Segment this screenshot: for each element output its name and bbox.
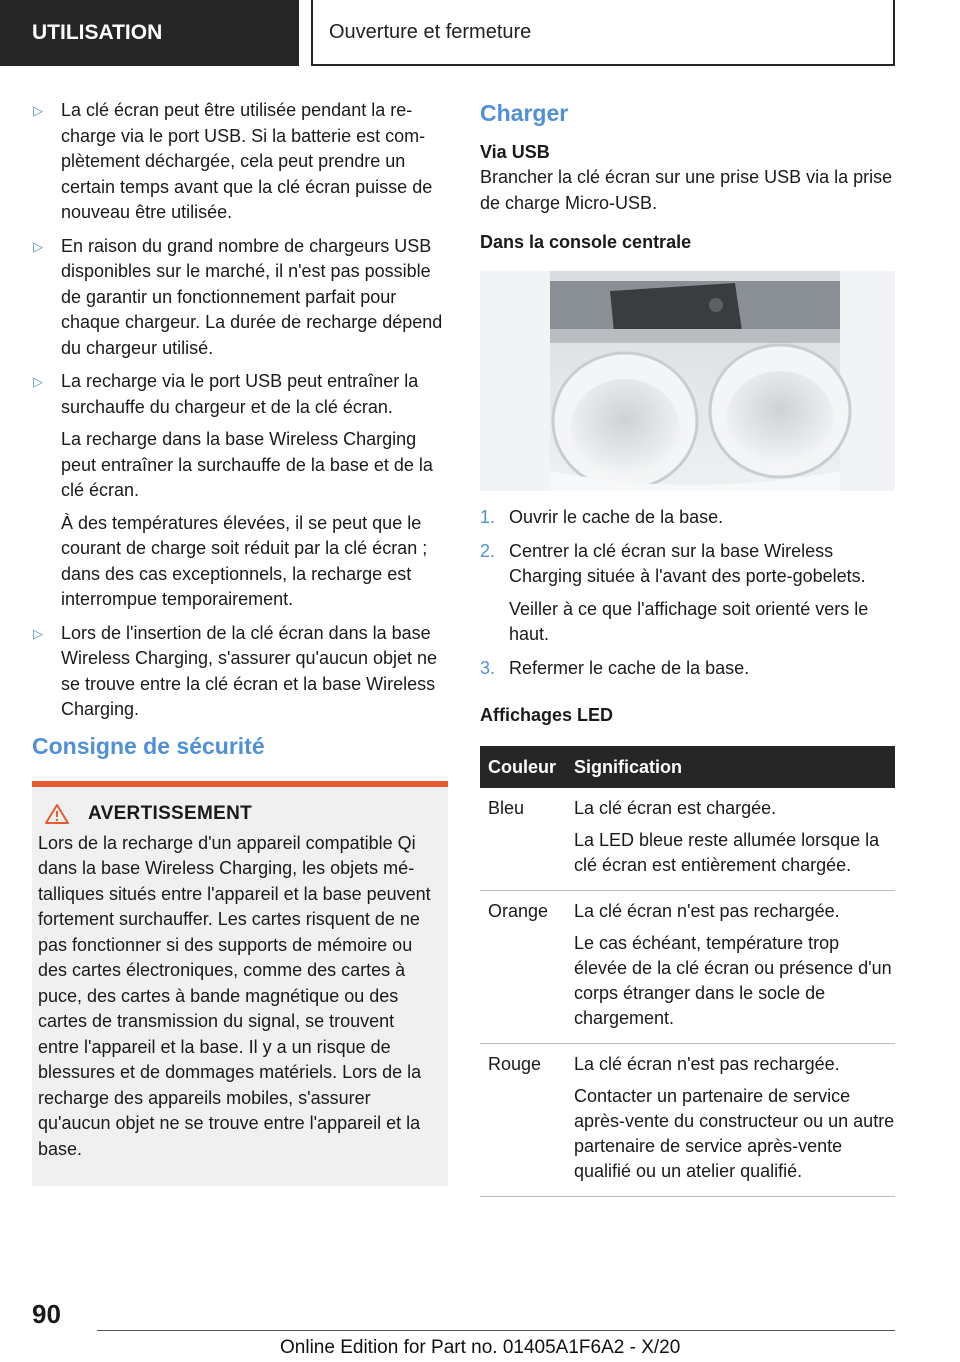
row-meaning-detail: La LED bleue reste allumée lorsque la clé écran est entièrement chargée.	[574, 830, 880, 875]
step-text: Ouvrir le cache de la base.	[509, 507, 724, 527]
list-item	[32, 369, 448, 613]
row-meaning-detail: Le cas échéant, température trop élevée de la clé écran ou présence d'un corps étranger dans le socle de chargement.	[574, 933, 892, 1028]
row-meaning-line: La clé écran n'est pas rechargée.	[574, 901, 840, 921]
step-number: 2.	[480, 540, 496, 561]
bullet-text: La recharge via le port USB peut entraîner la surchauffe du chargeur et de la clé écran.	[61, 371, 419, 417]
warning-title	[44, 803, 438, 825]
row-meaning-line: La clé écran est chargée.	[574, 798, 777, 818]
list-item	[32, 621, 448, 723]
table-header-meaning: Signification	[566, 746, 895, 788]
row-meaning	[566, 891, 895, 1044]
topic-title: Ouverture et fermeture	[311, 0, 895, 66]
row-meaning-line: La clé écran n'est pas rechargée.	[574, 1054, 840, 1074]
list-item	[32, 234, 448, 362]
step-text: Centrer la clé écran sur la base Wireless Charging située à l'avant des porte-gobelets.	[509, 540, 866, 586]
list-item	[480, 505, 895, 531]
console-heading: Dans la console centrale	[480, 232, 692, 252]
page-header	[0, 0, 960, 66]
list-item	[480, 539, 895, 648]
step-subtext: Veiller à ce que l'affichage soit orienté vers le haut.	[509, 598, 869, 644]
step-number: 3.	[480, 657, 496, 678]
led-table	[480, 746, 895, 1197]
warning-box	[32, 781, 448, 1187]
step-number: 1.	[480, 507, 496, 527]
triangle-bullet-icon: ▷	[33, 103, 43, 118]
charger-heading: Charger	[480, 100, 569, 126]
list-item	[32, 98, 448, 226]
bullet-text: Lors de l'insertion de la clé écran dans la base Wireless Charging, s'assurer qu'aucun objet ne se trouve entre la clé écran et la base Wireless Charging.	[61, 622, 438, 719]
edition-note: Online Edition for Part no. 01405A1F6A2 - X/20	[280, 1337, 681, 1358]
table-header-row	[480, 746, 895, 788]
bullet-text: En raison du grand nombre de chargeurs USB disponibles sur le marché, il n'est pas possible de garantir un fonctionnement parfait pour chaque chargeur. La durée de recharge dépend du chargeur utilisé.	[61, 235, 443, 358]
row-color: Rouge	[480, 1044, 566, 1197]
table-row	[480, 788, 895, 891]
bullet-subtext: La recharge dans la base Wireless Charging peut entraîner la surchauffe de la base et de la clé écran.	[61, 429, 433, 500]
usb-heading: Via USB	[480, 142, 550, 162]
left-column	[32, 98, 448, 1186]
bullet-text: La clé écran peut être utilisée pendant la recharge via le port USB. Si la batterie est complètement déchargée, cela peut prendre un certain temps avant que la clé écran puisse de nouveau être utilisée.	[61, 100, 433, 222]
table-header-color: Couleur	[480, 746, 566, 788]
usb-text: Brancher la clé écran sur une prise USB via la prise de charge Micro-USB.	[480, 167, 893, 213]
row-meaning	[566, 1044, 895, 1197]
right-column	[480, 98, 895, 1197]
warning-text: Lors de la recharge d'un appareil compatible Qi dans la base Wireless Charging, les objets métalliques situés entre l'appareil et la base peuvent fortement surchauffer. Les cartes risquent de ne pas fonctionner si des supports de mémoire ou des cartes électroniques, comme des cartes à puce, des cartes à bande magnétique ou des cartes de transmission du signal, se trouvent entre l'appareil et la base. Il y a un risque de blessures et de dommages matériels. Lors de la recharge des appareils mobiles, s'assurer qu'aucun objet ne se trouve entre l'appareil et la base.	[38, 832, 431, 1159]
list-item	[480, 656, 895, 682]
section-title: UTILISATION	[0, 0, 299, 66]
table-row	[480, 891, 895, 1044]
row-color: Orange	[480, 891, 566, 1044]
page-number: 90	[32, 1299, 61, 1329]
safety-heading: Consigne de sécurité	[32, 732, 265, 759]
triangle-bullet-icon: ▷	[33, 374, 43, 389]
row-color: Bleu	[480, 788, 566, 891]
footer-divider	[97, 1330, 895, 1331]
row-meaning	[566, 788, 895, 891]
bullet-subtext: À des températures élevées, il se peut que le courant de charge soit réduit par la clé écran ; dans des cas exceptionnels, la recharge est interrompue temporairement.	[61, 512, 428, 609]
led-heading: Affichages LED	[480, 705, 614, 725]
console-photo	[480, 271, 895, 491]
step-text: Refermer le cache de la base.	[509, 657, 750, 678]
warning-triangle-icon	[44, 803, 70, 825]
triangle-bullet-icon: ▷	[33, 625, 43, 641]
row-meaning-detail: Contacter un partenaire de service après-vente du constructeur ou un autre partenaire de service après-vente qualifié ou un atelier qualifié.	[574, 1086, 895, 1181]
triangle-bullet-icon: ▷	[33, 238, 43, 254]
table-row	[480, 1044, 895, 1197]
warning-title-text: AVERTISSEMENT	[88, 802, 253, 824]
